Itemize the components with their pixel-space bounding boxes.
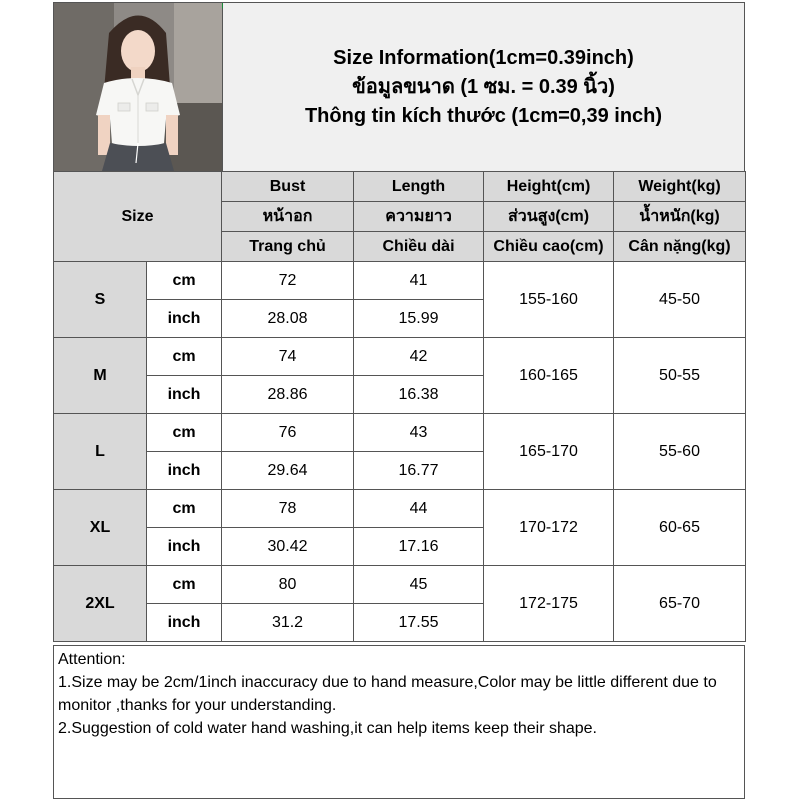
model-wearing-top-image (54, 3, 222, 171)
bust-cm-cell: 78 (222, 490, 354, 528)
weight-cell: 60-65 (614, 490, 746, 566)
notes-heading: Attention: (58, 651, 126, 668)
size-label: XL (54, 490, 147, 566)
unit-label-inch: inch (147, 604, 222, 642)
table-row (54, 414, 746, 452)
bust-cm-cell: 80 (222, 566, 354, 604)
title-block (223, 3, 744, 171)
column-header-length-th: ความยาว (354, 202, 484, 232)
weight-cell: 55-60 (614, 414, 746, 490)
column-header-weight-th: น้ำหนัก(kg) (614, 202, 746, 232)
height-cell: 170-172 (484, 490, 614, 566)
column-header-length-en: Length (354, 172, 484, 202)
title-vietnamese: Thông tin kích thước (1cm=0,39 inch) (304, 104, 663, 127)
product-photo (54, 3, 223, 171)
length-inch-cell: 15.99 (354, 300, 484, 338)
size-table (53, 171, 746, 642)
length-inch-cell: 17.16 (354, 528, 484, 566)
length-cm-cell: 41 (354, 262, 484, 300)
column-header-height-vi: Chiều cao(cm) (484, 232, 614, 262)
height-cell: 155-160 (484, 262, 614, 338)
size-label: 2XL (54, 566, 147, 642)
size-label: L (54, 414, 147, 490)
table-row (54, 490, 746, 528)
bust-inch-cell: 30.42 (222, 528, 354, 566)
title-thai: ข้อมูลขนาด (1 ซม. = 0.39 นิ้ว) (352, 75, 615, 98)
unit-label-cm: cm (147, 338, 222, 376)
unit-label-inch: inch (147, 528, 222, 566)
size-label: S (54, 262, 147, 338)
note-line-1: 1.Size may be 2cm/1inch inaccuracy due to hand measure,Color may be little different due to monitor ,thanks for your understanding. (58, 674, 717, 714)
column-header-length-vi: Chiều dài (354, 232, 484, 262)
unit-label-inch: inch (147, 376, 222, 414)
length-cm-cell: 42 (354, 338, 484, 376)
bust-inch-cell: 31.2 (222, 604, 354, 642)
size-label: M (54, 338, 147, 414)
bust-cm-cell: 74 (222, 338, 354, 376)
column-header-weight-vi: Cân nặng(kg) (614, 232, 746, 262)
size-chart (53, 2, 745, 799)
column-header-bust-en: Bust (222, 172, 354, 202)
length-inch-cell: 17.55 (354, 604, 484, 642)
table-row (54, 262, 746, 300)
length-inch-cell: 16.77 (354, 452, 484, 490)
bust-inch-cell: 29.64 (222, 452, 354, 490)
bust-inch-cell: 28.08 (222, 300, 354, 338)
column-header-height-th: ส่วนสูง(cm) (484, 202, 614, 232)
unit-label-cm: cm (147, 262, 222, 300)
unit-label-cm: cm (147, 566, 222, 604)
height-cell: 165-170 (484, 414, 614, 490)
column-header-height-en: Height(cm) (484, 172, 614, 202)
bust-cm-cell: 76 (222, 414, 354, 452)
length-cm-cell: 45 (354, 566, 484, 604)
height-cell: 160-165 (484, 338, 614, 414)
length-inch-cell: 16.38 (354, 376, 484, 414)
attention-notes (53, 645, 745, 799)
size-column-header: Size (54, 172, 222, 262)
bust-cm-cell: 72 (222, 262, 354, 300)
column-header-weight-en: Weight(kg) (614, 172, 746, 202)
height-cell: 172-175 (484, 566, 614, 642)
note-line-2: 2.Suggestion of cold water hand washing,it can help items keep their shape. (58, 720, 597, 737)
length-cm-cell: 43 (354, 414, 484, 452)
table-row (54, 338, 746, 376)
weight-cell: 45-50 (614, 262, 746, 338)
length-cm-cell: 44 (354, 490, 484, 528)
table-row (54, 566, 746, 604)
unit-label-cm: cm (147, 490, 222, 528)
unit-label-cm: cm (147, 414, 222, 452)
title-english: Size Information(1cm=0.39inch) (333, 46, 634, 69)
weight-cell: 65-70 (614, 566, 746, 642)
weight-cell: 50-55 (614, 338, 746, 414)
bust-inch-cell: 28.86 (222, 376, 354, 414)
chart-header (53, 2, 745, 172)
column-header-bust-th: หน้าอก (222, 202, 354, 232)
unit-label-inch: inch (147, 452, 222, 490)
column-header-bust-vi: Trang chủ (222, 232, 354, 262)
unit-label-inch: inch (147, 300, 222, 338)
